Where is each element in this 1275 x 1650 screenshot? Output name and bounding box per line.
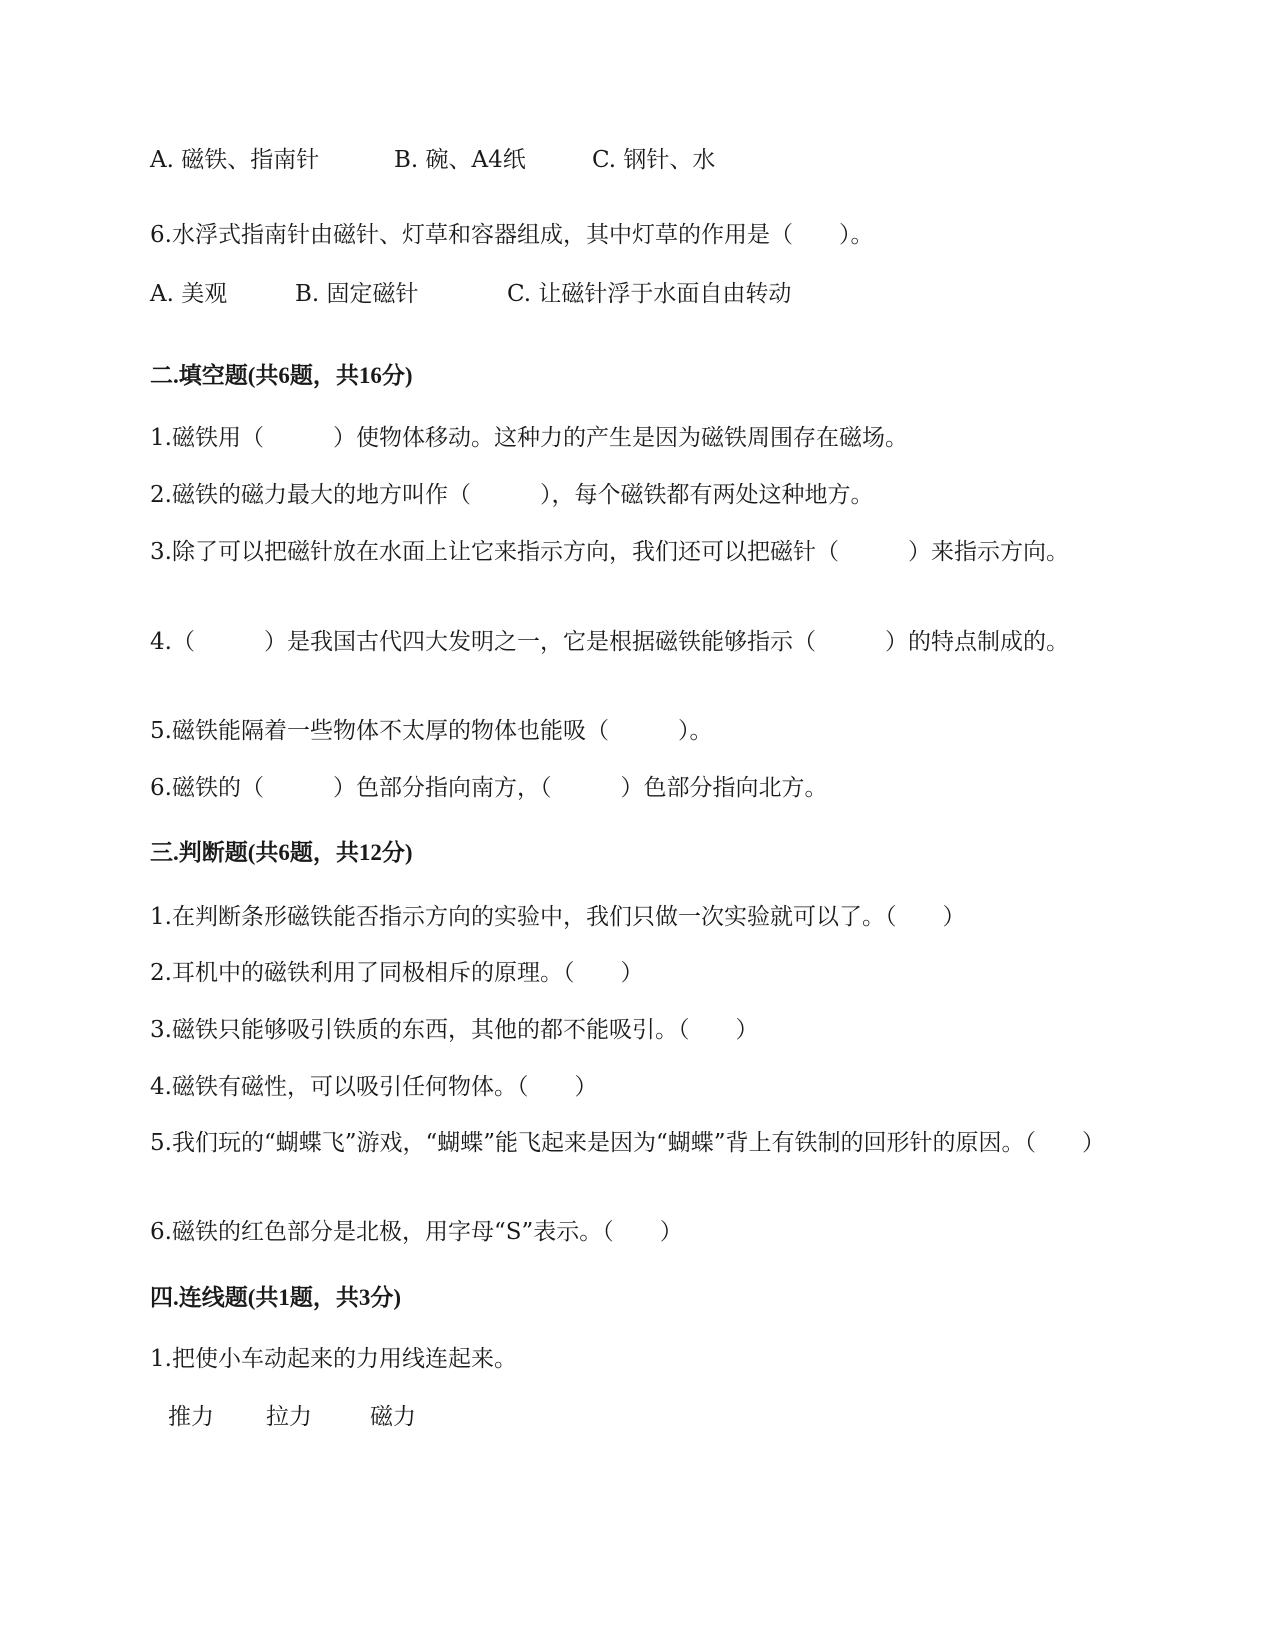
judge-q4: 4.磁铁有磁性，可以吸引任何物体。（ ） bbox=[150, 1074, 598, 1100]
judge-q3: 3.磁铁只能够吸引铁质的东西，其他的都不能吸引。（ ） bbox=[150, 1017, 759, 1043]
section-3-title: 三.判断题(共6题，共12分) bbox=[150, 840, 413, 865]
section-4-title: 四.连线题(共1题，共3分) bbox=[150, 1285, 402, 1310]
q6-option-a: A. 美观 bbox=[150, 281, 228, 307]
judge-q6: 6.磁铁的红色部分是北极，用字母“S”表示。（ ） bbox=[150, 1219, 683, 1245]
match-item-pull: 拉力 bbox=[266, 1404, 312, 1430]
judge-q5: 5.我们玩的“蝴蝶飞”游戏，“蝴蝶”能飞起来是因为“蝴蝶”背上有铁制的回形针的原因。（ ） bbox=[150, 1130, 1105, 1156]
q6-text: 6.水浮式指南针由磁针、灯草和容器组成，其中灯草的作用是（ ）。 bbox=[150, 222, 874, 248]
q6-option-c: C. 让磁针浮于水面自由转动 bbox=[507, 281, 792, 307]
match-item-magnetic: 磁力 bbox=[370, 1404, 416, 1430]
fill-q3: 3.除了可以把磁针放在水面上让它来指示方向，我们还可以把磁针（ ）来指示方向。 bbox=[150, 539, 1069, 565]
section-2-title: 二.填空题(共6题，共16分) bbox=[150, 363, 413, 388]
fill-q4: 4.（ ）是我国古代四大发明之一，它是根据磁铁能够指示（ ）的特点制成的。 bbox=[150, 629, 1069, 655]
judge-q1: 1.在判断条形磁铁能否指示方向的实验中，我们只做一次实验就可以了。（ ） bbox=[150, 904, 966, 930]
q6-option-b: B. 固定磁针 bbox=[295, 281, 419, 307]
fill-q5: 5.磁铁能隔着一些物体不太厚的物体也能吸（ ）。 bbox=[150, 718, 713, 744]
fill-q6: 6.磁铁的（ ）色部分指向南方，（ ）色部分指向北方。 bbox=[150, 775, 828, 801]
fill-q2: 2.磁铁的磁力最大的地方叫作（ ），每个磁铁都有两处这种地方。 bbox=[150, 482, 874, 508]
match-q1: 1.把使小车动起来的力用线连起来。 bbox=[150, 1346, 517, 1372]
q5-option-b: B. 碗、A4纸 bbox=[394, 147, 526, 173]
fill-q1: 1.磁铁用（ ）使物体移动。这种力的产生是因为磁铁周围存在磁场。 bbox=[150, 425, 908, 451]
judge-q2: 2.耳机中的磁铁利用了同极相斥的原理。（ ） bbox=[150, 960, 644, 986]
q5-option-a: A. 磁铁、指南针 bbox=[150, 147, 320, 173]
match-item-push: 推力 bbox=[168, 1404, 214, 1430]
q5-option-c: C. 钢针、水 bbox=[592, 147, 716, 173]
